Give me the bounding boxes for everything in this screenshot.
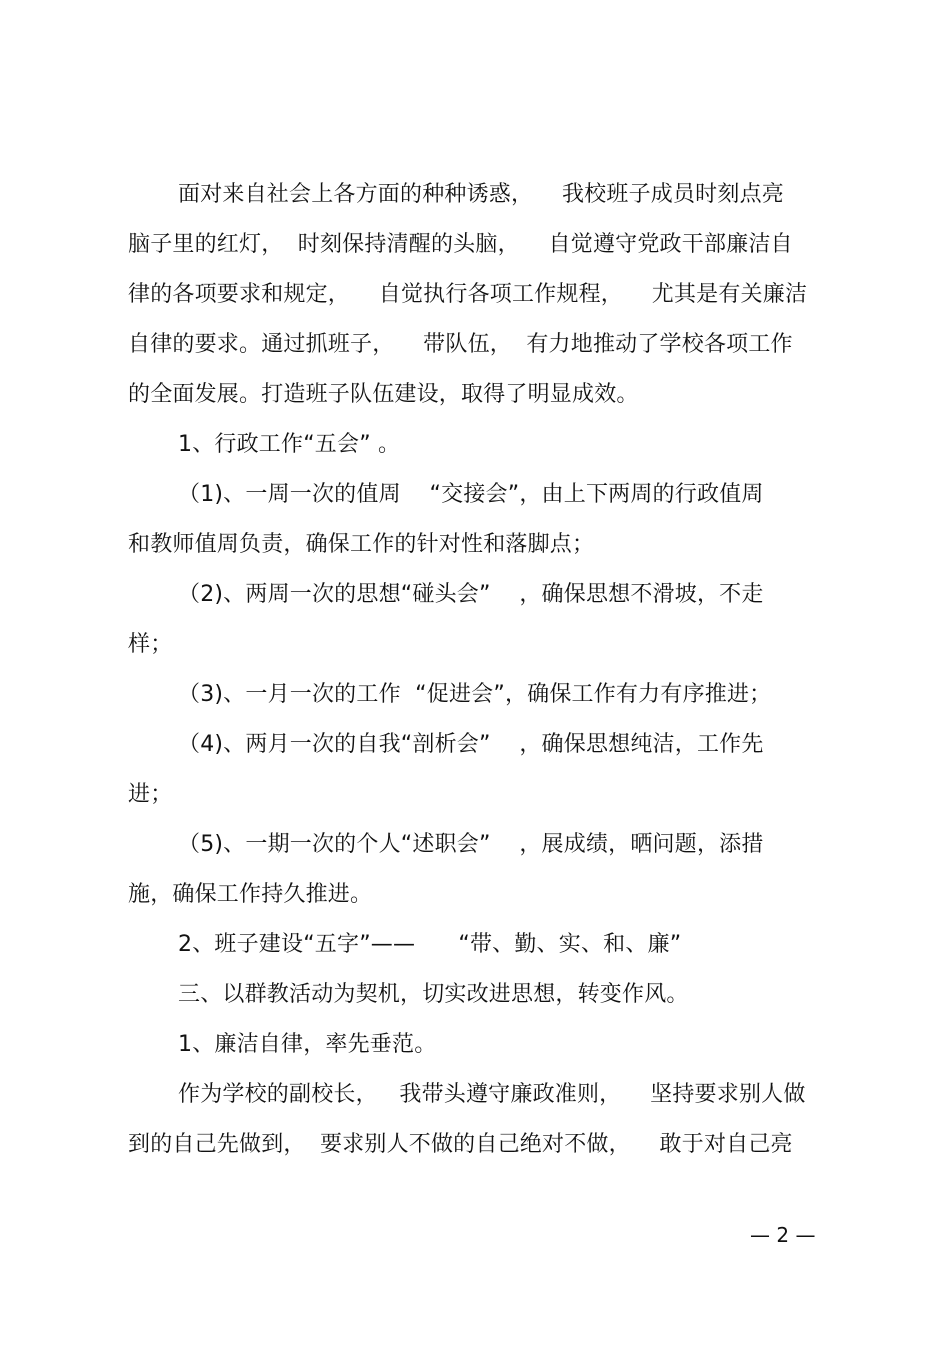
list-item-line: （1)、一周一次的值周 “交接会”，由上下两周的行政值周 [178, 482, 764, 507]
list-item-line: （3)、一月一次的工作 “促进会”，确保工作有力有序推进； [178, 682, 772, 707]
section-heading: 三、以群教活动为契机，切实改进思想，转变作风。 [178, 982, 689, 1007]
list-item-line: 样； [128, 632, 173, 657]
body-text-line: 到的自己先做到， 要求别人不做的自己绝对不做， 敢于对自己亮 [128, 1132, 793, 1157]
body-text-line: 面对来自社会上各方面的种种诱惑， 我校班子成员时刻点亮 [178, 182, 784, 207]
list-item-line: （4)、两月一次的自我“剖析会” ，确保思想纯洁，工作先 [178, 732, 764, 757]
body-text-line: 律的各项要求和规定， 自觉执行各项工作规程， 尤其是有关廉洁 [128, 282, 808, 307]
page-number: — 2 — [750, 1223, 816, 1247]
body-text-line: 自律的要求。通过抓班子， 带队伍， 有力地推动了学校各项工作 [128, 332, 793, 357]
list-item-line: 和教师值周负责，确保工作的针对性和落脚点； [128, 532, 595, 557]
list-item-line: （5)、一期一次的个人“述职会” ，展成绩，晒问题，添措 [178, 832, 764, 857]
section-heading: 1、廉洁自律，率先垂范。 [178, 1032, 437, 1057]
section-heading: 2、班子建设“五字”—— “带、勤、实、和、廉” [178, 932, 682, 957]
list-item-line: 进； [128, 782, 173, 807]
list-item-line: 施，确保工作持久推进。 [128, 882, 373, 907]
section-heading: 1、行政工作“五会” 。 [178, 432, 401, 457]
list-item-line: （2)、两周一次的思想“碰头会” ，确保思想不滑坡，不走 [178, 582, 764, 607]
body-text-line: 作为学校的副校长， 我带头遵守廉政准则， 坚持要求别人做 [178, 1082, 806, 1107]
body-text-line: 脑子里的红灯， 时刻保持清醒的头脑， 自觉遵守党政干部廉洁自 [128, 232, 793, 257]
body-text-line: 的全面发展。打造班子队伍建设，取得了明显成效。 [128, 382, 639, 407]
